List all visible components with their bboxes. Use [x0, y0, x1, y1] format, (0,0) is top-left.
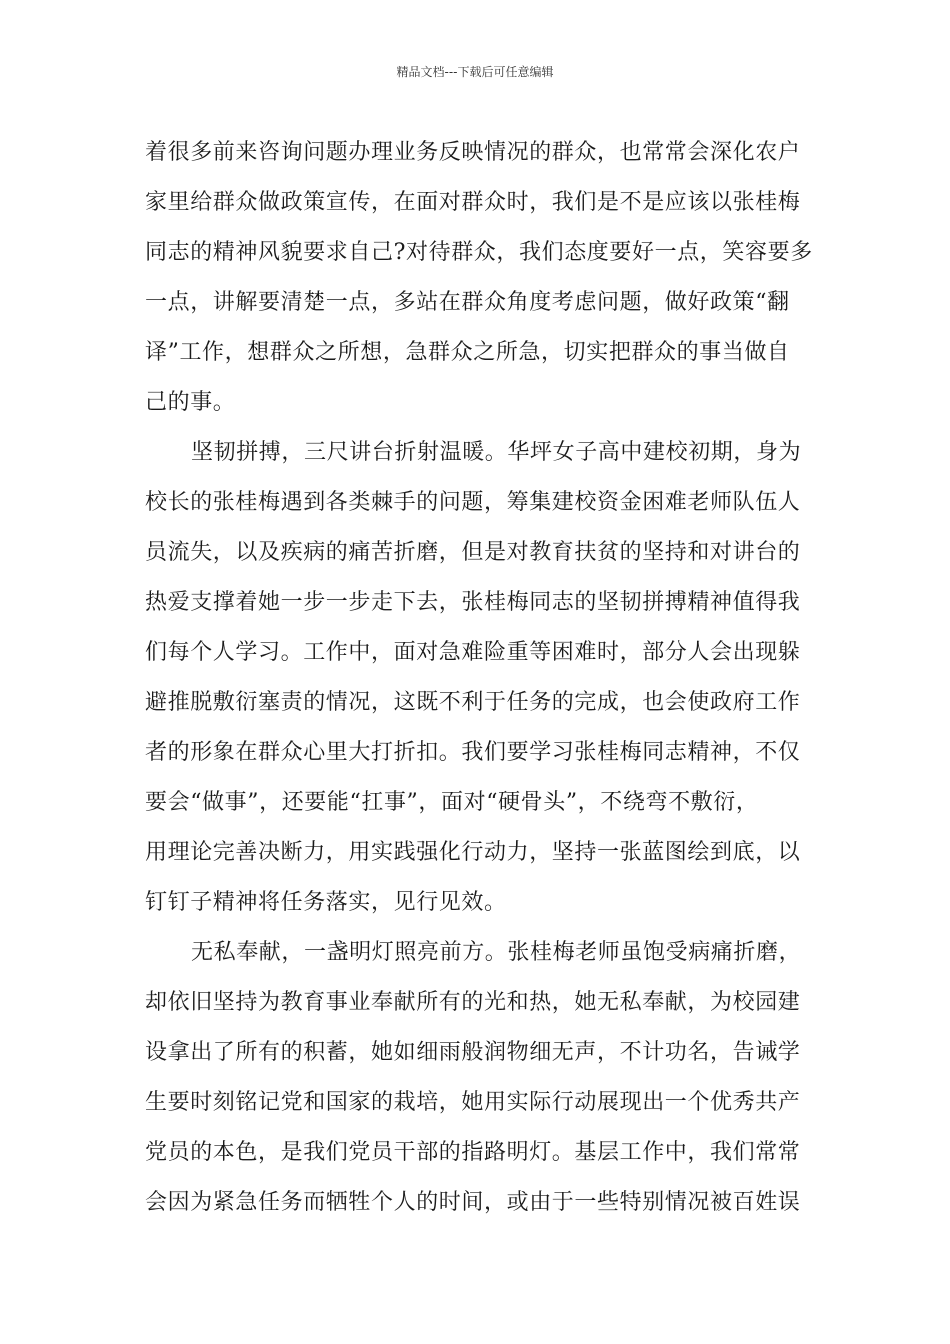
text-line: 校长的张桂梅遇到各类棘手的问题，筹集建校资金困难老师队伍人 [145, 490, 801, 515]
text-line: 生要时刻铭记党和国家的栽培，她用实际行动展现出一个优秀共产 [145, 1090, 801, 1115]
text-line: 无私奉献，一盏明灯照亮前方。张桂梅老师虽饱受病痛折磨， [191, 940, 802, 965]
text-line: 钉钉子精神将任务落实，见行见效。 [145, 890, 507, 915]
document-body [145, 128, 815, 1228]
text-line: 坚韧拼搏，三尺讲台折射温暖。华坪女子高中建校初期，身为 [191, 440, 802, 465]
text-line: 热爱支撑着她一步一步走下去，张桂梅同志的坚韧拼搏精神值得我 [145, 590, 801, 615]
text-line: 们每个人学习。工作中，面对急难险重等困难时，部分人会出现躲 [145, 640, 801, 665]
text-line: 要会“做事”，还要能“扛事”，面对“硬骨头”，不绕弯不敷衍， [145, 790, 759, 815]
text-line: 家里给群众做政策宣传，在面对群众时，我们是不是应该以张桂梅 [145, 190, 801, 215]
text-line: 会因为紧急任务而牺牲个人的时间，或由于一些特别情况被百姓误 [145, 1190, 801, 1215]
text-line: 设拿出了所有的积蓄，她如细雨般润物细无声，不计功名，告诫学 [145, 1040, 801, 1065]
text-line: 己的事。 [145, 390, 236, 415]
page-header: 精品文档---下载后可任意编辑 [396, 65, 554, 79]
paragraph-2 [145, 428, 815, 928]
text-line: 译”工作，想群众之所想，急群众之所急，切实把群众的事当做自 [145, 340, 790, 365]
text-line: 着很多前来咨询问题办理业务反映情况的群众，也常常会深化农户 [145, 140, 801, 165]
text-line: 避推脱敷衍塞责的情况，这既不利于任务的完成，也会使政府工作 [145, 690, 801, 715]
text-line: 用理论完善决断力，用实践强化行动力，坚持一张蓝图绘到底，以 [145, 840, 801, 865]
paragraph-3 [145, 928, 815, 1228]
text-line: 一点，讲解要清楚一点，多站在群众角度考虑问题，做好政策“翻 [145, 290, 790, 315]
text-line: 者的形象在群众心里大打折扣。我们要学习张桂梅同志精神，不仅 [145, 740, 801, 765]
text-line: 党员的本色，是我们党员干部的指路明灯。基层工作中，我们常常 [145, 1140, 801, 1165]
text-line: 同志的精神风貌要求自己?对待群众，我们态度要好一点，笑容要多 [145, 240, 813, 265]
text-line: 员流失，以及疾病的痛苦折磨，但是对教育扶贫的坚持和对讲台的 [145, 540, 801, 565]
paragraph-1 [145, 128, 815, 428]
text-line: 却依旧坚持为教育事业奉献所有的光和热，她无私奉献，为校园建 [145, 990, 801, 1015]
